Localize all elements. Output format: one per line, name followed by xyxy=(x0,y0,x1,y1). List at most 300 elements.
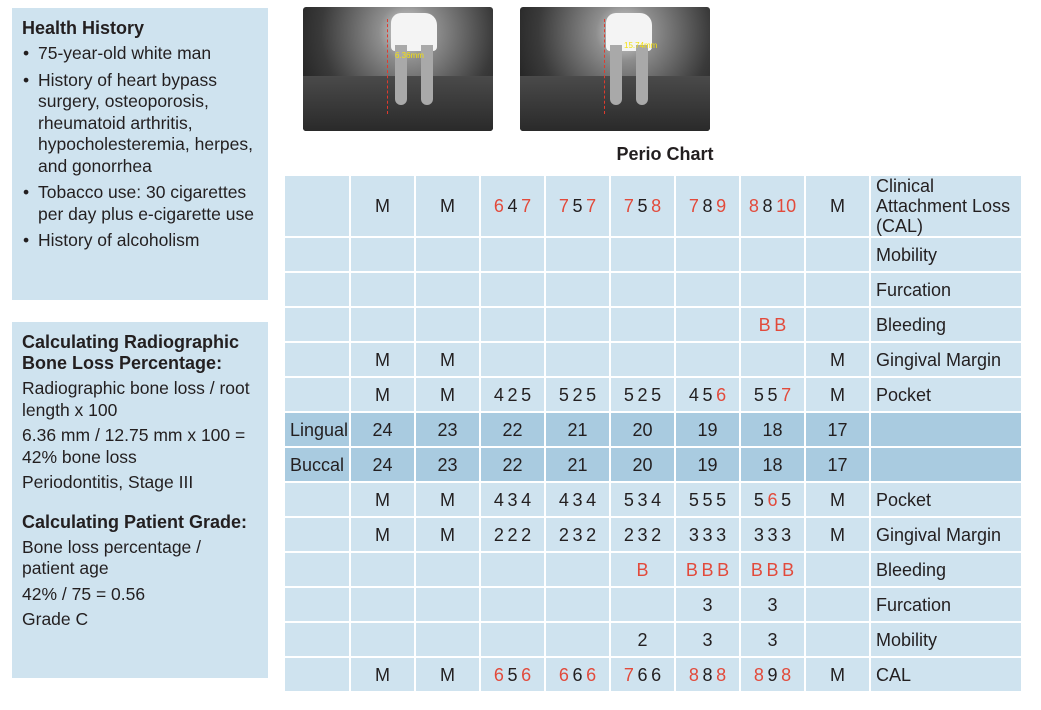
measurement-value: 19 xyxy=(697,454,718,475)
measurement-cell xyxy=(741,623,804,656)
measurement-value: M xyxy=(830,524,845,545)
measurement-value: 5 xyxy=(716,489,727,510)
measurement-value: 5 xyxy=(781,489,792,510)
measurement-cell xyxy=(546,176,609,236)
measurement-cell xyxy=(481,483,544,516)
measurement-cell xyxy=(806,518,869,551)
measurement-value: B xyxy=(758,314,771,335)
perio-row xyxy=(285,588,1021,621)
measurement-value: 5 xyxy=(507,664,518,685)
measurement-value: 6 xyxy=(651,664,662,685)
measurement-value: 4 xyxy=(507,196,518,216)
measurement-value: 7 xyxy=(623,196,634,216)
perio-row xyxy=(285,553,1021,586)
measurement-cell xyxy=(481,238,544,271)
side-label xyxy=(285,483,349,516)
measurement-cell xyxy=(351,343,414,376)
measurement-cell xyxy=(611,238,674,271)
measurement-cell xyxy=(416,238,479,271)
radiograph-image xyxy=(520,7,710,131)
measurement-cell xyxy=(546,378,609,411)
row-label: Clinical Attachment Loss (CAL) xyxy=(871,176,1021,236)
perio-row xyxy=(285,176,1021,236)
side-label xyxy=(285,273,349,306)
measurement-value: 6 xyxy=(493,196,504,216)
measurement-cell xyxy=(481,308,544,341)
measurement-value: B xyxy=(717,559,730,580)
measurement-cell xyxy=(806,176,869,236)
measurement-cell xyxy=(416,623,479,656)
measurement-value: 18 xyxy=(762,454,783,475)
measurement-value: 5 xyxy=(586,384,597,405)
row-label: Mobility xyxy=(871,238,1021,271)
tooth-number-cell xyxy=(806,448,869,481)
measurement-value: 8 xyxy=(716,664,727,685)
measurement-cell xyxy=(611,553,674,586)
measurement-value: M xyxy=(440,664,455,685)
measurement-value: 2 xyxy=(521,524,532,545)
measurement-cell xyxy=(611,518,674,551)
measurement-value: 3 xyxy=(572,489,583,510)
measurement-cell xyxy=(351,273,414,306)
tooth-number-cell xyxy=(546,448,609,481)
measurement-cell xyxy=(611,588,674,621)
measurement-value: 2 xyxy=(558,524,569,545)
row-label: Gingival Margin xyxy=(871,343,1021,376)
measurement-value: M xyxy=(375,524,390,545)
measurement-value: B xyxy=(701,559,714,580)
tooth-root xyxy=(636,45,648,105)
measurement-cell xyxy=(351,553,414,586)
measurement-value: 3 xyxy=(637,524,648,545)
measurement-value: 5 xyxy=(521,384,532,405)
measurement-value: 24 xyxy=(372,454,393,475)
tooth-number-cell xyxy=(676,413,739,446)
measurement-cell xyxy=(676,378,739,411)
patient-grade: Grade C xyxy=(22,609,89,629)
tooth-number-cell xyxy=(611,413,674,446)
row-label: Pocket xyxy=(871,483,1021,516)
perio-chart-table xyxy=(283,174,1023,693)
measurement-cell xyxy=(351,176,414,236)
measurement-cell xyxy=(416,343,479,376)
measurement-value: 2 xyxy=(493,524,504,545)
measurement-label: 15.74mm xyxy=(624,41,658,50)
measurement-cell xyxy=(741,518,804,551)
measurement-cell xyxy=(806,238,869,271)
measurement-value: 4 xyxy=(493,489,504,510)
measurement-cell xyxy=(741,553,804,586)
measurement-value: M xyxy=(440,349,455,370)
measurement-cell xyxy=(351,623,414,656)
row-label xyxy=(871,448,1021,481)
measurement-cell xyxy=(806,483,869,516)
tooth-number-cell xyxy=(546,413,609,446)
side-label xyxy=(285,658,349,691)
measurement-cell xyxy=(611,623,674,656)
tooth-number-cell xyxy=(416,413,479,446)
measurement-cell xyxy=(481,176,544,236)
spacer xyxy=(22,494,258,512)
perio-chart-title: Perio Chart xyxy=(616,144,714,164)
measurement-value: 3 xyxy=(688,524,699,545)
measurement-value: 3 xyxy=(702,594,713,615)
measurement-cell xyxy=(741,658,804,691)
measurement-cell xyxy=(416,658,479,691)
measurement-value: M xyxy=(830,664,845,685)
measurement-cell xyxy=(351,518,414,551)
measurement-cell xyxy=(611,658,674,691)
measurement-value: 17 xyxy=(827,419,848,440)
measurement-cell xyxy=(416,273,479,306)
measurement-value: 8 xyxy=(762,196,773,216)
measurement-value: M xyxy=(440,196,455,216)
measurement-value: 2 xyxy=(572,384,583,405)
measurement-value: B xyxy=(685,559,698,580)
measurement-value: 4 xyxy=(493,384,504,405)
measurement-value: M xyxy=(830,489,845,510)
measurement-value: 5 xyxy=(753,489,764,510)
measurement-value: 3 xyxy=(716,524,727,545)
measurement-cell xyxy=(351,483,414,516)
measurement-cell xyxy=(611,343,674,376)
measurement-value: M xyxy=(375,384,390,405)
tooth-number-cell xyxy=(741,413,804,446)
perio-row xyxy=(285,483,1021,516)
row-label: CAL xyxy=(871,658,1021,691)
measurement-value: 3 xyxy=(507,489,518,510)
measurement-value: 4 xyxy=(586,489,597,510)
measurement-value: 2 xyxy=(507,524,518,545)
patient-grade-title: Calculating Patient Grade: xyxy=(22,511,248,532)
measurement-value: 17 xyxy=(827,454,848,475)
measurement-cell xyxy=(351,588,414,621)
measurement-cell xyxy=(351,378,414,411)
measurement-value: 21 xyxy=(567,454,588,475)
side-label xyxy=(285,308,349,341)
measurement-value: 5 xyxy=(651,384,662,405)
measurement-value: M xyxy=(830,384,845,405)
measurement-value: 5 xyxy=(623,384,634,405)
measurement-cell xyxy=(416,483,479,516)
measurement-cell xyxy=(481,378,544,411)
measurement-value: M xyxy=(440,524,455,545)
measurement-cell xyxy=(546,343,609,376)
measurement-cell xyxy=(546,658,609,691)
row-label: Furcation xyxy=(871,273,1021,306)
tooth-number-cell xyxy=(481,448,544,481)
grade-formula: Bone loss percentage / patient age xyxy=(22,536,202,578)
measurement-value: 5 xyxy=(688,489,699,510)
measurement-cell xyxy=(806,553,869,586)
measurement-value: M xyxy=(375,489,390,510)
measurement-value: 7 xyxy=(558,196,569,216)
perio-chart-body xyxy=(285,176,1021,691)
perio-row xyxy=(285,518,1021,551)
measurement-cell xyxy=(806,588,869,621)
measurement-line xyxy=(604,19,605,114)
measurement-cell xyxy=(416,308,479,341)
measurement-value: 5 xyxy=(753,384,764,405)
measurement-cell xyxy=(806,623,869,656)
measurement-cell xyxy=(481,343,544,376)
measurement-value: 5 xyxy=(623,489,634,510)
measurement-cell xyxy=(676,308,739,341)
measurement-cell xyxy=(676,553,739,586)
measurement-line xyxy=(387,19,388,114)
measurement-value: 3 xyxy=(767,594,778,615)
measurement-value: B xyxy=(750,559,763,580)
measurement-value: 4 xyxy=(688,384,699,405)
measurement-cell xyxy=(741,273,804,306)
perio-row xyxy=(285,658,1021,691)
tooth-number-row xyxy=(285,413,1021,446)
history-item: • History of heart bypass surgery, osteoporosis, rheumatoid arthritis, hypocholesteremia, herpes, and gonorrhea xyxy=(22,70,258,178)
measurement-cell xyxy=(676,483,739,516)
measurement-value: 2 xyxy=(637,629,648,650)
measurement-value: 18 xyxy=(762,419,783,440)
measurement-cell xyxy=(611,308,674,341)
measurement-cell xyxy=(741,483,804,516)
measurement-cell xyxy=(481,658,544,691)
measurement-cell xyxy=(611,273,674,306)
tooth-number-cell xyxy=(676,448,739,481)
measurement-cell xyxy=(676,176,739,236)
measurement-value: 9 xyxy=(767,664,778,685)
tooth-number-row xyxy=(285,448,1021,481)
measurement-cell xyxy=(546,623,609,656)
measurement-value: 5 xyxy=(558,384,569,405)
measurement-cell xyxy=(611,176,674,236)
measurement-cell xyxy=(481,518,544,551)
measurement-cell xyxy=(546,238,609,271)
row-label: Mobility xyxy=(871,623,1021,656)
history-item: • Tobacco use: 30 cigarettes per day plus e-cigarette use xyxy=(22,182,258,225)
history-item: • 75-year-old white man xyxy=(22,43,258,65)
side-label xyxy=(285,623,349,656)
measurement-value: 6 xyxy=(637,664,648,685)
measurement-cell xyxy=(546,308,609,341)
measurement-cell xyxy=(806,343,869,376)
measurement-value: 2 xyxy=(586,524,597,545)
side-label xyxy=(285,518,349,551)
measurement-cell xyxy=(741,238,804,271)
tooth-number-cell xyxy=(611,448,674,481)
row-label: Furcation xyxy=(871,588,1021,621)
measurement-value: 7 xyxy=(781,384,792,405)
measurement-cell xyxy=(351,238,414,271)
side-label xyxy=(285,553,349,586)
measurement-value: 8 xyxy=(748,196,759,216)
measurement-value: 2 xyxy=(623,524,634,545)
tooth-number-cell xyxy=(806,413,869,446)
measurement-cell xyxy=(676,658,739,691)
measurement-cell xyxy=(416,176,479,236)
measurement-cell xyxy=(806,378,869,411)
measurement-cell xyxy=(481,588,544,621)
measurement-value: 23 xyxy=(437,454,458,475)
measurement-cell xyxy=(351,658,414,691)
health-history-title: Health History xyxy=(22,18,145,38)
tooth-number-cell xyxy=(481,413,544,446)
measurement-value: 19 xyxy=(697,419,718,440)
measurement-value: B xyxy=(636,559,649,580)
measurement-value: 6 xyxy=(521,664,532,685)
measurement-value: 22 xyxy=(502,454,523,475)
measurement-value: 7 xyxy=(521,196,532,216)
measurement-cell xyxy=(676,588,739,621)
periodontitis-stage: Periodontitis, Stage III xyxy=(22,472,194,492)
measurement-cell xyxy=(741,343,804,376)
measurement-value: 7 xyxy=(623,664,634,685)
measurement-value: 4 xyxy=(558,489,569,510)
measurement-value: 8 xyxy=(702,196,713,216)
measurement-value: 7 xyxy=(688,196,699,216)
measurement-value: B xyxy=(774,314,787,335)
side-label xyxy=(285,588,349,621)
measurement-value: 20 xyxy=(632,419,653,440)
measurement-cell xyxy=(481,553,544,586)
bone-loss-title: Calculating Radiographic Bone Loss Percentage: xyxy=(22,332,240,373)
measurement-cell xyxy=(741,308,804,341)
measurement-value: 2 xyxy=(651,524,662,545)
tooth-number-cell xyxy=(416,448,479,481)
radiograph-image xyxy=(303,7,493,131)
health-history-panel xyxy=(12,8,268,300)
measurement-cell xyxy=(546,588,609,621)
measurement-value: M xyxy=(375,196,390,216)
measurement-value: 6 xyxy=(716,384,727,405)
row-label: Gingival Margin xyxy=(871,518,1021,551)
measurement-cell xyxy=(481,623,544,656)
measurement-value: M xyxy=(375,349,390,370)
measurement-value: 8 xyxy=(702,664,713,685)
measurement-value: 7 xyxy=(586,196,597,216)
measurement-value: 6 xyxy=(586,664,597,685)
measurement-cell xyxy=(676,518,739,551)
measurement-value: 5 xyxy=(572,196,583,216)
side-label xyxy=(285,238,349,271)
measurement-value: 10 xyxy=(776,196,797,216)
row-label: Bleeding xyxy=(871,308,1021,341)
measurement-value: 24 xyxy=(372,419,393,440)
measurement-value: 20 xyxy=(632,454,653,475)
measurement-cell xyxy=(676,273,739,306)
tooth-number-cell xyxy=(351,448,414,481)
measurement-value: 5 xyxy=(702,384,713,405)
measurement-value: M xyxy=(375,664,390,685)
measurement-cell xyxy=(546,518,609,551)
measurement-cell xyxy=(806,273,869,306)
measurement-value: 4 xyxy=(651,489,662,510)
bone-loss-calculation: 6.36 mm / 12.75 mm x 100 = 42% bone loss xyxy=(22,425,246,467)
measurement-cell xyxy=(546,273,609,306)
side-label xyxy=(285,378,349,411)
measurement-value: M xyxy=(440,489,455,510)
history-item: • History of alcoholism xyxy=(22,230,258,252)
measurement-cell xyxy=(546,553,609,586)
measurement-value: 22 xyxy=(502,419,523,440)
measurement-value: B xyxy=(782,559,795,580)
measurement-value: B xyxy=(766,559,779,580)
measurement-value: M xyxy=(440,384,455,405)
measurement-cell xyxy=(611,378,674,411)
side-label: Buccal xyxy=(285,448,349,481)
measurement-value: 3 xyxy=(781,524,792,545)
measurement-cell xyxy=(611,483,674,516)
row-label: Pocket xyxy=(871,378,1021,411)
tooth-number-cell xyxy=(351,413,414,446)
measurement-cell xyxy=(351,308,414,341)
measurement-value: M xyxy=(830,196,845,216)
perio-row xyxy=(285,308,1021,341)
measurement-value: 2 xyxy=(507,384,518,405)
tooth-number-cell xyxy=(741,448,804,481)
measurement-value: 2 xyxy=(637,384,648,405)
row-label xyxy=(871,413,1021,446)
measurement-value: 3 xyxy=(767,524,778,545)
measurement-value: 8 xyxy=(753,664,764,685)
side-label: Lingual xyxy=(285,413,349,446)
measurement-value: 3 xyxy=(572,524,583,545)
perio-row xyxy=(285,623,1021,656)
side-label xyxy=(285,343,349,376)
measurement-value: 6 xyxy=(767,489,778,510)
perio-row xyxy=(285,378,1021,411)
measurement-value: M xyxy=(830,349,845,370)
measurement-cell xyxy=(806,308,869,341)
measurement-value: 9 xyxy=(716,196,727,216)
tooth-root xyxy=(610,45,622,105)
measurement-cell xyxy=(546,483,609,516)
measurement-value: 3 xyxy=(767,629,778,650)
measurement-value: 4 xyxy=(521,489,532,510)
perio-row xyxy=(285,238,1021,271)
side-label xyxy=(285,176,349,236)
measurement-label: 6.36mm xyxy=(395,51,424,60)
measurement-value: 23 xyxy=(437,419,458,440)
measurement-value: 3 xyxy=(702,524,713,545)
measurement-cell xyxy=(741,378,804,411)
row-label: Bleeding xyxy=(871,553,1021,586)
measurement-cell xyxy=(416,588,479,621)
measurement-cell xyxy=(416,518,479,551)
measurement-cell xyxy=(416,553,479,586)
measurement-cell xyxy=(806,658,869,691)
measurement-value: 5 xyxy=(702,489,713,510)
measurement-cell xyxy=(676,238,739,271)
health-history-list xyxy=(22,43,258,252)
bone-loss-formula: Radiographic bone loss / root length x 100 xyxy=(22,378,250,420)
measurement-value: 5 xyxy=(767,384,778,405)
measurement-cell xyxy=(741,588,804,621)
calculations-panel xyxy=(12,322,268,678)
measurement-value: 6 xyxy=(493,664,504,685)
measurement-value: 5 xyxy=(637,196,648,216)
perio-row xyxy=(285,343,1021,376)
measurement-cell xyxy=(676,343,739,376)
measurement-value: 8 xyxy=(781,664,792,685)
measurement-value: 3 xyxy=(753,524,764,545)
measurement-cell xyxy=(676,623,739,656)
measurement-value: 8 xyxy=(688,664,699,685)
measurement-value: 3 xyxy=(637,489,648,510)
measurement-cell xyxy=(481,273,544,306)
perio-row xyxy=(285,273,1021,306)
measurement-value: 21 xyxy=(567,419,588,440)
measurement-cell xyxy=(741,176,804,236)
measurement-cell xyxy=(416,378,479,411)
